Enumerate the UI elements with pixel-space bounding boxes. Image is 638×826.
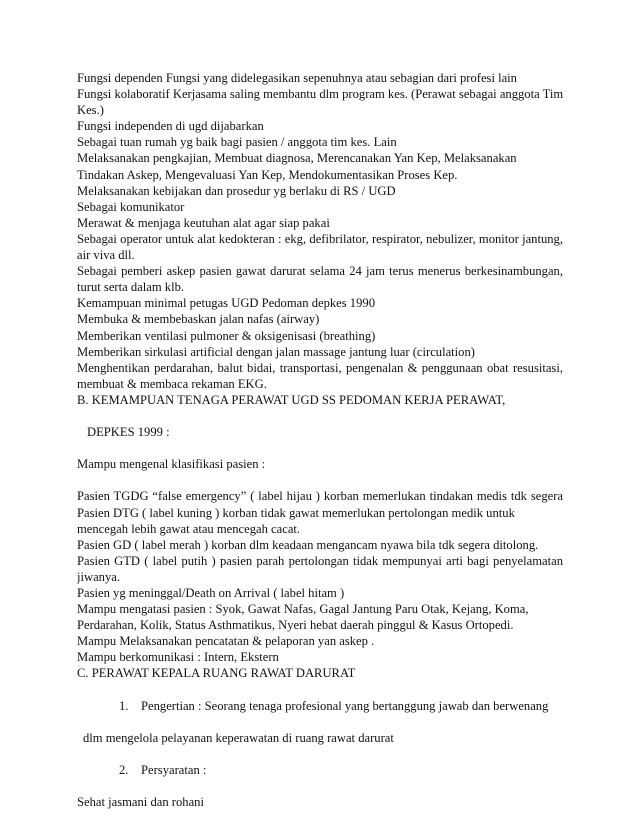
text-line: air viva dll. (77, 248, 135, 263)
line-gap (77, 682, 563, 698)
item-number: 1. (119, 698, 129, 713)
text-line: Tindakan Askep, Mengevaluasi Yan Kep, Mendokumentasikan Proses Kep. (77, 167, 458, 182)
text-line: jiwanya. (77, 569, 121, 584)
text-line: Mampu mengatasi pasien : Syok, Gawat Nafas, Gagal Jantung Paru Otak, Kejang, Koma, (77, 602, 529, 617)
text-line: membuat & membaca rekaman EKG. (77, 376, 267, 391)
line-gap (77, 746, 563, 762)
text-line: Perdarahan, Kolik, Status Asthmatikus, Nyeri hebat daerah pinggul & Kasus Ortopedi. (77, 618, 514, 633)
text-line: Fungsi independen di ugd dijabarkan (77, 119, 264, 134)
text-line: Pasien yg meninggal/Death on Arrival ( label hitam ) (77, 586, 345, 600)
line-gap (77, 778, 563, 794)
text-line: Melaksanakan kebijakan dan prosedur yg berlaku di RS / UGD (77, 183, 396, 198)
document-body (77, 70, 563, 810)
section-heading: C. PERAWAT KEPALA RUANG RAWAT DARURAT (77, 666, 356, 681)
text-line: Fungsi kolaboratif Kerjasama saling membantu dlm program kes. (Perawat sebagai anggota Tim (77, 87, 563, 102)
text-line: Memberikan sirkulasi artificial dengan jalan massage jantung luar (circulation) (77, 344, 475, 359)
section-heading-continued: DEPKES 1999 : (87, 425, 170, 440)
item-number: 2. (119, 763, 129, 778)
text-line: mencegah lebih gawat atau mencegah cacat. (77, 521, 301, 536)
text-line: Membuka & membebaskan jalan nafas (airway) (77, 312, 320, 327)
text-line: Menghentikan perdarahan, balut bidai, transportasi, pengenalan & penggunaan obat resusitasi, (77, 360, 563, 375)
item-text: Persyaratan : (141, 763, 207, 778)
text-line: Kemampuan minimal petugas UGD Pedoman depkes 1990 (77, 296, 375, 311)
text-line: Pasien TGDG “false emergency” ( label hijau ) korban memerlukan tindakan medis tdk segera (77, 489, 563, 504)
text-line: Sehat jasmani dan rohani (77, 795, 204, 810)
text-line: Mampu Melaksanakan pencatatan & pelaporan yan askep . (77, 634, 375, 649)
section-heading: B. KEMAMPUAN TENAGA PERAWAT UGD SS PEDOMAN KERJA PERAWAT, (77, 392, 506, 407)
text-line: Sebagai pemberi askep pasien gawat darurat selama 24 jam terus menerus berkesinambungan, (77, 264, 563, 279)
text-line: Fungsi dependen Fungsi yang didelegasikan sepenuhnya atau sebagian dari profesi lain (77, 71, 517, 85)
item-text: Pengertian : Seorang tenaga profesional yang bertanggung jawab dan berwenang (141, 698, 549, 713)
line-gap (77, 714, 563, 730)
text-line: Merawat & menjaga keutuhan alat agar siap pakai (77, 215, 330, 230)
text-line: turut serta dalam klb. (77, 280, 185, 295)
line-gap (77, 472, 563, 488)
text-line: Pasien DTG ( label kuning ) korban tidak gawat memerlukan pertolongan medik untuk (77, 505, 515, 520)
text-line: Mampu berkomunikasi : Intern, Ekstern (77, 650, 279, 665)
text-line: Memberikan ventilasi pulmoner & oksigenisasi (breathing) (77, 328, 376, 343)
line-gap (77, 408, 563, 424)
text-line: Sebagai komunikator (77, 199, 185, 214)
text-line: Kes.) (77, 103, 104, 118)
text-line: Melaksanakan pengkajian, Membuat diagnosa, Merencanakan Yan Kep, Melaksanakan (77, 151, 517, 166)
text-line: Sebagai operator untuk alat kedokteran : ekg, defibrilator, respirator, nebulizer, monitor jantung, (77, 231, 563, 246)
text-line: Pasien GTD ( label putih ) pasien parah pertolongan tidak mempunyai arti bagi penyelamatan (77, 553, 563, 568)
line-gap (77, 440, 563, 456)
numbered-item (77, 762, 563, 778)
text-line: Mampu mengenal klasifikasi pasien : (77, 457, 266, 472)
text-line: Pasien GD ( label merah ) korban dlm keadaan mengancam nyawa bila tdk segera ditolong. (77, 537, 539, 552)
text-line: Sebagai tuan rumah yg baik bagi pasien / anggota tim kes. Lain (77, 135, 397, 150)
text-line: dlm mengelola pelayanan keperawatan di ruang rawat darurat (83, 730, 394, 745)
numbered-item (77, 698, 563, 714)
